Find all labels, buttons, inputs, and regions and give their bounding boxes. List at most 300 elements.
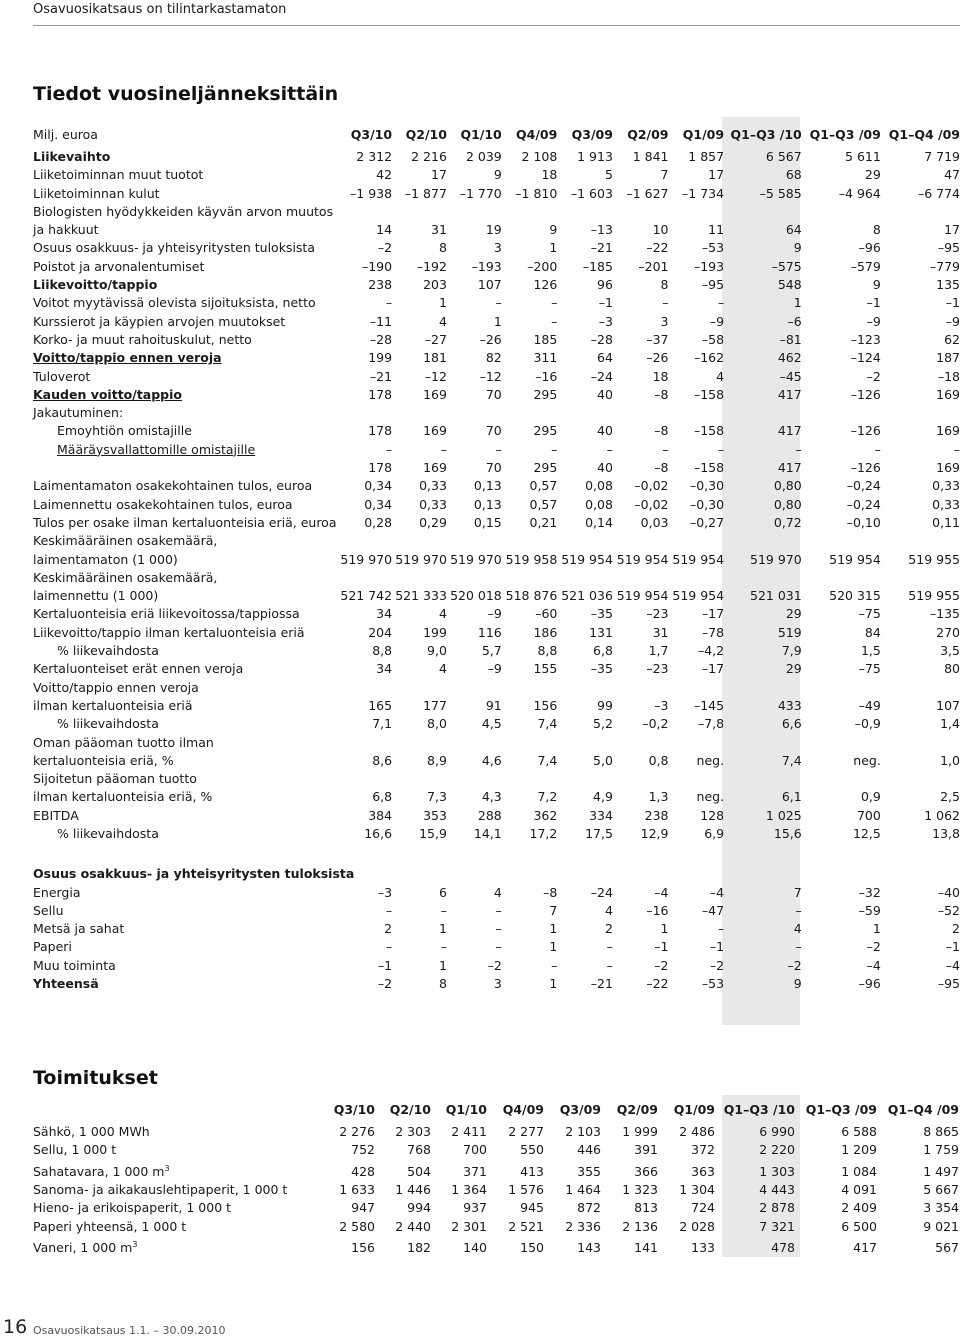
- table-cell: 937: [463, 1200, 487, 1216]
- table-cell: [392, 734, 447, 752]
- table-cell: –45: [779, 368, 802, 384]
- table-cell: 0,28: [364, 514, 393, 530]
- table-cell: 519 970: [395, 551, 447, 567]
- table-cell: 42: [376, 167, 393, 183]
- table-cell: 994: [407, 1200, 431, 1216]
- row-label: Sellu: [33, 902, 64, 918]
- table-cell: 128: [700, 807, 725, 823]
- table-cell: –12: [424, 368, 447, 384]
- table-row: [33, 294, 960, 312]
- table-row: [33, 715, 960, 733]
- table-row: [33, 1181, 959, 1199]
- table-cell: 947: [351, 1200, 375, 1216]
- row-label: Poistot ja arvonalentumiset: [33, 258, 205, 274]
- table-cell: 84: [864, 624, 881, 640]
- table-cell: 295: [533, 460, 558, 476]
- table-cell: 182: [407, 1240, 431, 1256]
- table-cell: 478: [771, 1240, 795, 1256]
- table-cell: 7,9: [781, 643, 802, 659]
- table-cell: 1 999: [622, 1124, 658, 1139]
- table-cell: 1 446: [395, 1182, 431, 1198]
- table-cell: [881, 203, 960, 221]
- table-cell: 17,2: [529, 825, 558, 841]
- table-cell: 1 025: [765, 807, 802, 823]
- table-cell: 9,0: [427, 643, 447, 659]
- table-cell: 15,6: [773, 825, 802, 841]
- table-row: [33, 551, 960, 569]
- table-cell: 80: [944, 661, 960, 677]
- table-cell: [557, 569, 613, 587]
- table-cell: 155: [533, 661, 558, 677]
- table-row: [33, 734, 960, 752]
- table-cell: 519 955: [908, 551, 960, 567]
- row-label: Tulos per osake ilman kertaluonteisia eriä, euroa: [33, 514, 337, 530]
- table-cell: –575: [771, 258, 802, 274]
- table-cell: 2 276: [339, 1124, 375, 1139]
- table-cell: [557, 532, 613, 550]
- table-cell: –: [495, 295, 502, 311]
- table-cell: [881, 734, 960, 752]
- table-cell: 2 136: [622, 1218, 658, 1234]
- table-cell: 7: [549, 902, 558, 918]
- table-cell: 0,80: [773, 478, 802, 494]
- table-cell: 8: [872, 222, 881, 238]
- table-cell: –: [795, 939, 802, 955]
- table-cell: 5: [604, 167, 613, 183]
- table-cell: 872: [577, 1200, 601, 1216]
- table-cell: [447, 404, 502, 422]
- table-cell: [392, 404, 447, 422]
- table-cell: 520 315: [829, 588, 881, 604]
- table-cell: –1: [377, 957, 393, 973]
- table-cell: 1 323: [622, 1182, 658, 1198]
- table-cell: 0,34: [364, 478, 393, 494]
- row-label: % liikevaihdosta: [57, 643, 159, 659]
- table-cell: 519 954: [561, 551, 613, 567]
- table-cell: –135: [929, 606, 960, 622]
- table-cell: 4 443: [759, 1182, 795, 1198]
- row-label: Määräysvallattomille omistajille: [57, 441, 256, 457]
- table-cell: 8,9: [427, 752, 447, 768]
- row-label: Liiketoiminnan muut tuotot: [33, 167, 204, 183]
- table-cell: 141: [634, 1240, 658, 1256]
- table-cell: 70: [485, 460, 502, 476]
- table-cell: 178: [368, 386, 393, 402]
- table-cell: –4 964: [838, 185, 881, 201]
- table-cell: 2 336: [565, 1218, 601, 1234]
- table-cell: 1 913: [577, 149, 613, 164]
- table-cell: 417: [853, 1240, 877, 1256]
- table-cell: 724: [691, 1200, 715, 1216]
- column-header: Q3/10: [350, 126, 393, 142]
- table-cell: –22: [646, 976, 669, 992]
- table-cell: 2 103: [565, 1124, 601, 1139]
- table-cell: 372: [691, 1142, 715, 1158]
- table-cell: –158: [693, 460, 725, 476]
- table-cell: –4: [654, 884, 669, 900]
- table-cell: 5 611: [845, 149, 881, 164]
- table-cell: 7 719: [924, 149, 960, 164]
- table-cell: 0,03: [640, 514, 669, 530]
- table-cell: 5 667: [923, 1182, 959, 1198]
- table-row: [33, 642, 960, 660]
- table-cell: [802, 532, 881, 550]
- table-cell: 0,33: [419, 496, 447, 512]
- table-cell: 186: [533, 624, 558, 640]
- table-cell: –1: [709, 939, 725, 955]
- table-cell: 9: [793, 976, 802, 992]
- table-cell: 1,0: [940, 752, 960, 768]
- table-cell: –: [717, 295, 725, 311]
- row-label: Sahatavara, 1 000 $m^3$: [33, 1163, 170, 1179]
- table-cell: –4: [866, 957, 881, 973]
- table-cell: [613, 770, 669, 788]
- table-cell: 2 409: [841, 1200, 877, 1216]
- table-row: [33, 770, 960, 788]
- table-cell: 0,29: [419, 514, 447, 530]
- table-cell: 1 633: [339, 1182, 375, 1198]
- row-label: ilman kertaluonteisia eriä, %: [33, 789, 213, 805]
- column-header: Q3/09: [559, 1101, 601, 1117]
- row-label: Kertaluonteisia eriä liikevoitossa/tappiossa: [33, 606, 300, 622]
- row-label: laimennettu (1 000): [33, 588, 159, 604]
- table-cell: 6 990: [759, 1124, 795, 1139]
- table-cell: 5,7: [481, 643, 502, 659]
- table-row: [33, 902, 960, 920]
- table-cell: 362: [533, 807, 558, 823]
- table-cell: [392, 203, 447, 221]
- table-cell: neg.: [696, 752, 725, 768]
- table-cell: –32: [858, 884, 881, 900]
- column-header: Q3/09: [571, 126, 613, 142]
- table-cell: –49: [858, 697, 881, 713]
- table-cell: –27: [424, 331, 447, 347]
- table-cell: 9: [793, 240, 802, 256]
- table-cell: 2 303: [395, 1124, 431, 1139]
- table-cell: [613, 404, 669, 422]
- table-cell: [557, 203, 613, 221]
- table-cell: 64: [597, 350, 613, 366]
- table-cell: 384: [368, 807, 393, 823]
- table-cell: –192: [416, 258, 447, 274]
- table-cell: [802, 569, 881, 587]
- table-cell: –: [795, 441, 802, 457]
- column-header-unit: Milj. euroa: [33, 126, 98, 142]
- table-cell: 14,1: [473, 825, 502, 841]
- table-cell: –1: [945, 295, 960, 311]
- row-label: % liikevaihdosta: [57, 825, 159, 841]
- table-cell: 1,7: [648, 643, 669, 659]
- table-cell: –24: [590, 884, 613, 900]
- table-cell: [613, 734, 669, 752]
- table-cell: [337, 532, 393, 550]
- footer-text: Osavuosikatsaus 1.1. – 30.09.2010: [33, 1324, 226, 1337]
- table-cell: 3,5: [940, 643, 960, 659]
- table-cell: 4: [716, 368, 725, 384]
- table-cell: –: [795, 902, 802, 918]
- table-cell: –96: [858, 976, 881, 992]
- table-cell: 143: [577, 1240, 601, 1256]
- table-cell: –: [606, 939, 613, 955]
- table-cell: 7,1: [372, 716, 393, 732]
- table-cell: 6,8: [593, 643, 613, 659]
- table-cell: –: [953, 441, 960, 457]
- table-cell: 47: [944, 167, 960, 183]
- table-cell: –9: [487, 606, 502, 622]
- table-cell: [613, 532, 669, 550]
- table-cell: 12,5: [852, 825, 881, 841]
- table-cell: 82: [485, 350, 502, 366]
- table-cell: –9: [709, 313, 725, 329]
- row-label: Metsä ja sahat: [33, 921, 125, 937]
- table-cell: [802, 734, 881, 752]
- table-cell: –1 603: [570, 185, 613, 201]
- table-cell: –23: [646, 606, 669, 622]
- table-cell: 10: [652, 222, 669, 238]
- column-header: Q4/09: [516, 126, 558, 142]
- table-cell: [447, 734, 502, 752]
- table-cell: 199: [423, 624, 447, 640]
- table-cell: 752: [351, 1142, 375, 1158]
- table-cell: –1: [598, 295, 613, 311]
- table-cell: 40: [597, 386, 613, 402]
- table-cell: –162: [693, 350, 725, 366]
- table-cell: 107: [936, 697, 960, 713]
- table-cell: 1,4: [940, 716, 960, 732]
- table-cell: 519 970: [750, 551, 802, 567]
- table-cell: –17: [701, 661, 725, 677]
- table-cell: 6 567: [765, 149, 802, 164]
- column-header: Q1–Q3 /10: [723, 1101, 795, 1117]
- table-cell: –2: [866, 368, 881, 384]
- table-cell: [337, 679, 393, 697]
- table-cell: –1: [866, 295, 881, 311]
- table-cell: –200: [527, 258, 558, 274]
- table-row: [33, 752, 960, 770]
- table-cell: 0,34: [364, 496, 393, 512]
- table-cell: 2: [384, 921, 393, 937]
- table-cell: –2: [709, 957, 725, 973]
- table-cell: 18: [541, 167, 558, 183]
- table-cell: –37: [646, 331, 669, 347]
- table-cell: –7,8: [697, 716, 725, 732]
- table-cell: [337, 569, 393, 587]
- table-cell: 7,3: [427, 789, 447, 805]
- row-label: Sanoma- ja aikakauslehtipaperit, 1 000 t: [33, 1182, 288, 1198]
- subsection-title: Osuus osakkuus- ja yhteisyritysten tuloksista: [33, 866, 355, 882]
- table-cell: 446: [577, 1142, 601, 1158]
- table-cell: 520 018: [450, 588, 502, 604]
- table-cell: [669, 679, 725, 697]
- column-header: Q1–Q4 /09: [888, 126, 960, 142]
- table-cell: –1 627: [626, 185, 669, 201]
- table-cell: –0,2: [642, 716, 669, 732]
- table-cell: 13,8: [932, 825, 960, 841]
- row-label: Paperi yhteensä, 1 000 t: [33, 1218, 187, 1234]
- row-label: Voitto/tappio ennen veroja: [33, 679, 199, 695]
- table-cell: 1 209: [841, 1142, 877, 1158]
- table-row: [33, 386, 960, 404]
- table-cell: 417: [777, 386, 802, 402]
- table-cell: neg.: [853, 752, 881, 768]
- page-number: 16: [3, 1316, 28, 1338]
- table-cell: [337, 404, 393, 422]
- column-header: Q2/09: [627, 126, 669, 142]
- table-cell: 518 876: [505, 588, 558, 604]
- table-cell: [447, 532, 502, 550]
- table-row: [33, 1218, 959, 1236]
- table-cell: –: [440, 441, 447, 457]
- table-cell: –1 810: [515, 185, 558, 201]
- table-cell: 116: [477, 624, 502, 640]
- table-cell: –: [551, 441, 558, 457]
- table-cell: 462: [777, 350, 802, 366]
- table-row: [33, 441, 960, 459]
- table-cell: [447, 569, 502, 587]
- table-cell: [802, 203, 881, 221]
- table-cell: 17: [708, 167, 725, 183]
- table-cell: 4: [793, 921, 802, 937]
- table-row: [33, 825, 960, 843]
- row-label: % liikevaihdosta: [57, 716, 159, 732]
- table-cell: –3: [598, 313, 613, 329]
- table-cell: 4 091: [841, 1182, 877, 1198]
- table-cell: 2 411: [451, 1124, 487, 1139]
- table-cell: 521 333: [395, 588, 447, 604]
- table-cell: [392, 770, 447, 788]
- table-cell: 14: [376, 222, 393, 238]
- row-label: Liikevoitto/tappio: [33, 277, 158, 293]
- table-cell: [724, 404, 802, 422]
- table-cell: 8,0: [427, 716, 447, 732]
- table-cell: 16,6: [364, 825, 393, 841]
- table-cell: 311: [533, 350, 558, 366]
- table-cell: 2 220: [759, 1142, 795, 1158]
- table-row: [33, 1160, 959, 1181]
- table-cell: 7 321: [759, 1218, 795, 1234]
- table-cell: –40: [937, 884, 960, 900]
- table-cell: 6 588: [841, 1124, 877, 1139]
- table-cell: 18: [652, 368, 669, 384]
- table-cell: 0,11: [932, 514, 960, 530]
- table-cell: 70: [485, 423, 502, 439]
- table-cell: –0,24: [846, 496, 881, 512]
- table-cell: 6,1: [781, 789, 802, 805]
- table-cell: –1: [945, 939, 960, 955]
- column-header-unit: [33, 1095, 318, 1123]
- page-header: [33, 0, 960, 26]
- table-cell: [669, 569, 725, 587]
- table-cell: 945: [520, 1200, 544, 1216]
- table-cell: 813: [634, 1200, 658, 1216]
- table-cell: 519 954: [616, 588, 669, 604]
- table-cell: –26: [479, 331, 502, 347]
- table-cell: 29: [785, 606, 802, 622]
- table-cell: 5,0: [593, 752, 613, 768]
- table-cell: [724, 734, 802, 752]
- table-cell: –: [495, 902, 502, 918]
- table-cell: 295: [533, 423, 558, 439]
- table-cell: –: [440, 902, 447, 918]
- table-cell: [881, 679, 960, 697]
- table-cell: 185: [533, 331, 558, 347]
- table-cell: –8: [654, 423, 669, 439]
- table-cell: 7,4: [537, 752, 558, 768]
- row-label: Voitot myytävissä olevista sijoituksista, netto: [33, 295, 316, 311]
- table-cell: 7,4: [781, 752, 802, 768]
- table-cell: 371: [463, 1163, 487, 1179]
- table-cell: 4,3: [481, 789, 502, 805]
- table-cell: [557, 734, 613, 752]
- table-cell: 169: [423, 423, 447, 439]
- table-cell: 519 954: [672, 588, 725, 604]
- table-cell: –60: [535, 606, 558, 622]
- table-cell: –0,30: [689, 478, 725, 494]
- row-label: Biologisten hyödykkeiden käyvän arvon muutos: [33, 203, 334, 219]
- table-cell: 1 062: [924, 807, 960, 823]
- table-cell: –123: [850, 331, 881, 347]
- table-cell: 68: [785, 167, 802, 183]
- deliveries-table: [33, 1095, 959, 1257]
- table-cell: –21: [369, 368, 393, 384]
- table-cell: –0,9: [854, 716, 881, 732]
- table-cell: 9: [872, 277, 881, 293]
- table-cell: 519 958: [505, 551, 558, 567]
- table-cell: 2 878: [759, 1200, 795, 1216]
- table-cell: [447, 203, 502, 221]
- table-cell: 1: [493, 313, 502, 329]
- table-cell: 0,72: [773, 514, 802, 530]
- table-cell: –: [495, 939, 502, 955]
- table-cell: –124: [850, 350, 881, 366]
- table-cell: 4,9: [593, 789, 613, 805]
- table-cell: 768: [407, 1142, 431, 1158]
- row-label: Osuus osakkuus- ja yhteisyritysten tuloksista: [33, 240, 315, 256]
- row-label: Liiketoiminnan kulut: [33, 185, 160, 201]
- table-cell: [502, 569, 558, 587]
- table-cell: [669, 404, 725, 422]
- table-cell: 363: [691, 1163, 715, 1179]
- table-cell: 169: [936, 386, 960, 402]
- table-cell: 6: [438, 884, 447, 900]
- table-cell: –47: [701, 902, 725, 918]
- table-cell: 4: [438, 661, 447, 677]
- table-row: [33, 276, 960, 294]
- table-cell: 165: [368, 697, 393, 713]
- table-row: [33, 975, 960, 993]
- table-cell: 519 970: [450, 551, 502, 567]
- table-cell: [613, 679, 669, 697]
- column-header: Q4/09: [502, 1101, 544, 1117]
- table-cell: 2 301: [451, 1218, 487, 1234]
- table-cell: 521 031: [750, 588, 802, 604]
- table-cell: 8: [438, 976, 447, 992]
- table-cell: [557, 679, 613, 697]
- table-cell: 17: [944, 222, 960, 238]
- table-cell: [724, 203, 802, 221]
- table-cell: 2,5: [940, 789, 960, 805]
- table-cell: 178: [368, 460, 393, 476]
- table-cell: 1 304: [679, 1182, 715, 1198]
- table-cell: 29: [864, 167, 881, 183]
- table-cell: [669, 203, 725, 221]
- table-row: [33, 203, 960, 221]
- row-label: Paperi: [33, 939, 72, 955]
- table-cell: 1 841: [632, 149, 669, 164]
- table-cell: –: [385, 902, 393, 918]
- table-cell: –1 770: [459, 185, 502, 201]
- table-cell: [502, 532, 558, 550]
